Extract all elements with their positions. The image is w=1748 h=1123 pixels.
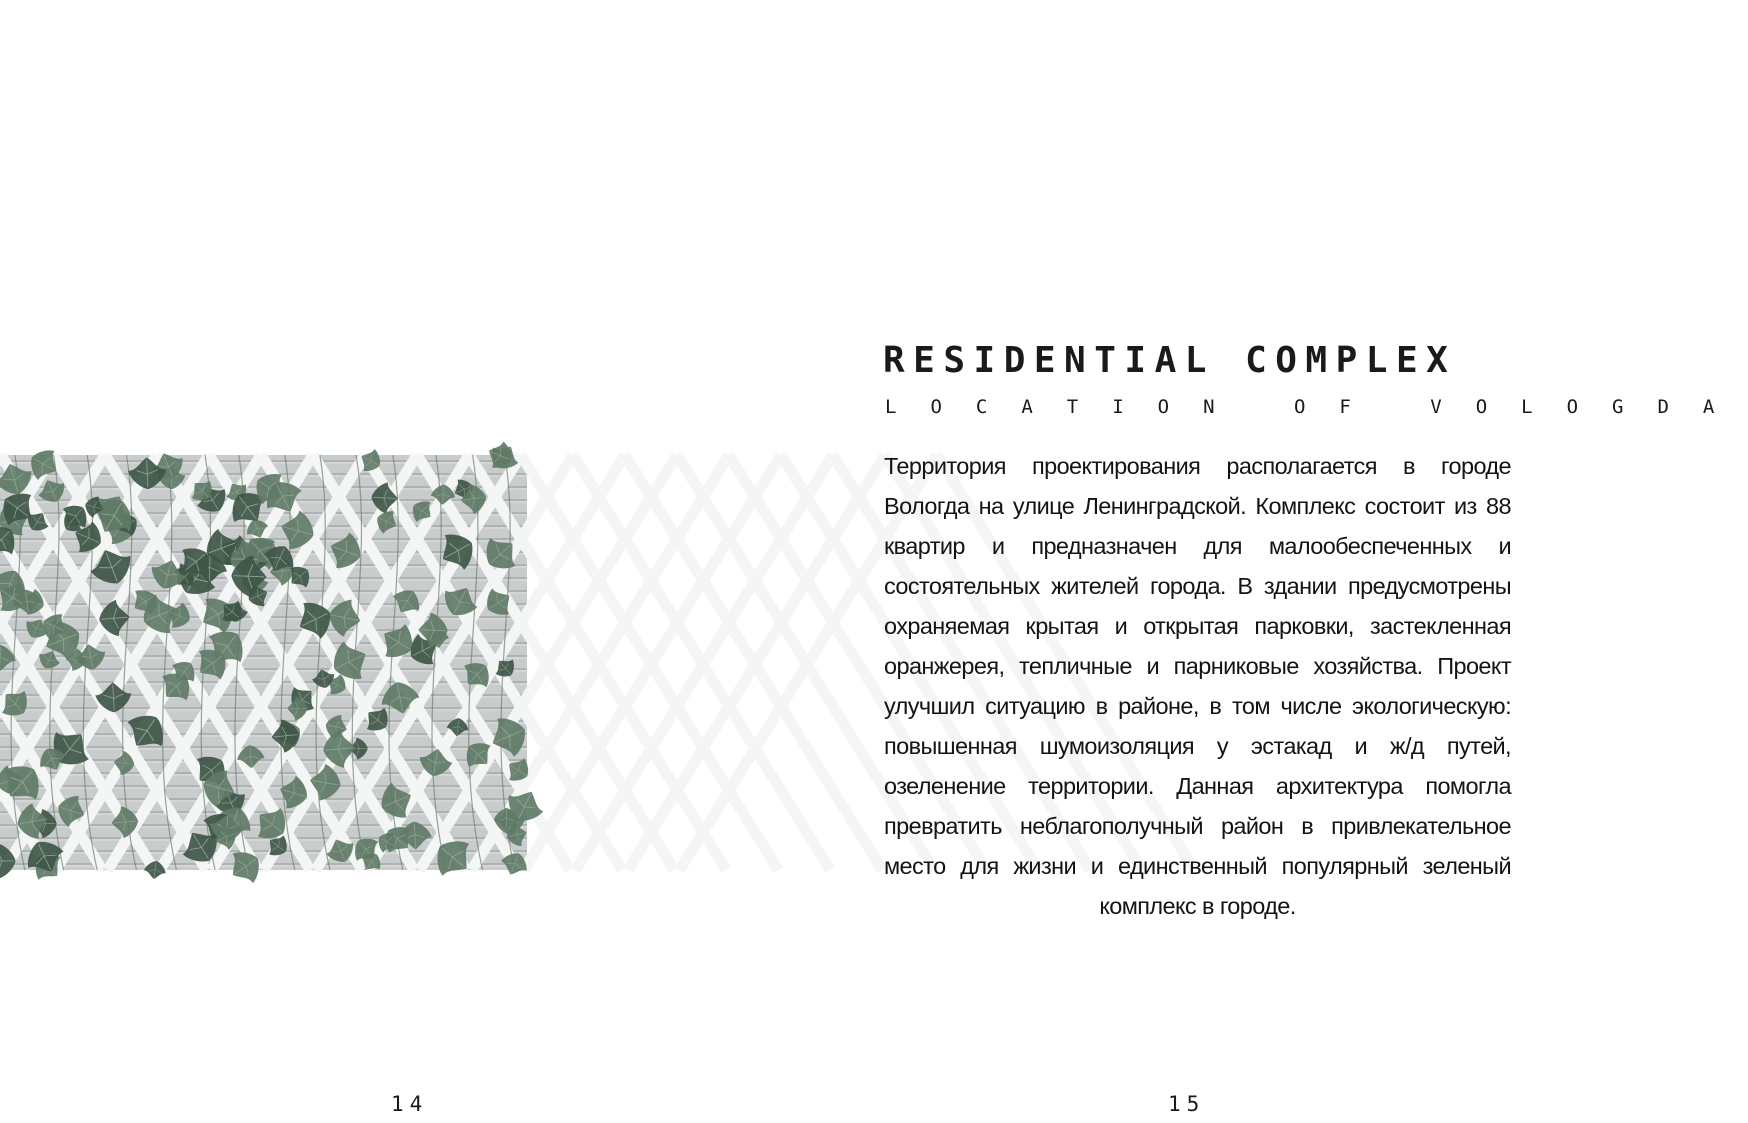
page-title: RESIDENTIAL COMPLEX [883, 340, 1457, 381]
page-number-right: 15 [1168, 1092, 1206, 1116]
ivy-lattice-image [0, 455, 527, 870]
left-page [0, 0, 793, 1123]
body-paragraph: Территория проектирования располагается в городе Вологда на улице Ленинградской. Комплекс состоит из 88 квартир и предназначен для малообеспеченных и состоятельных жителей города. В здании предусмотрены охраняемая крытая и открытая парковки, застекленная оранжерея, тепличные и парниковые хозяйства. Проект улучшил ситуацию в районе, в том числе экологическую: повышенная шумоизоляция у эстакад и ж/д путей, озеленение территории. Данная архитектура помогла превратить неблагополучный район в привлекательное место для жизни и единственный популярный зеленый комплекс в городе. [884, 453, 1511, 919]
page-subtitle: LOCATION OF VOLOGDA [885, 396, 1748, 418]
page-number-left: 14 [391, 1092, 429, 1116]
ivy-lattice-photo [0, 455, 527, 870]
